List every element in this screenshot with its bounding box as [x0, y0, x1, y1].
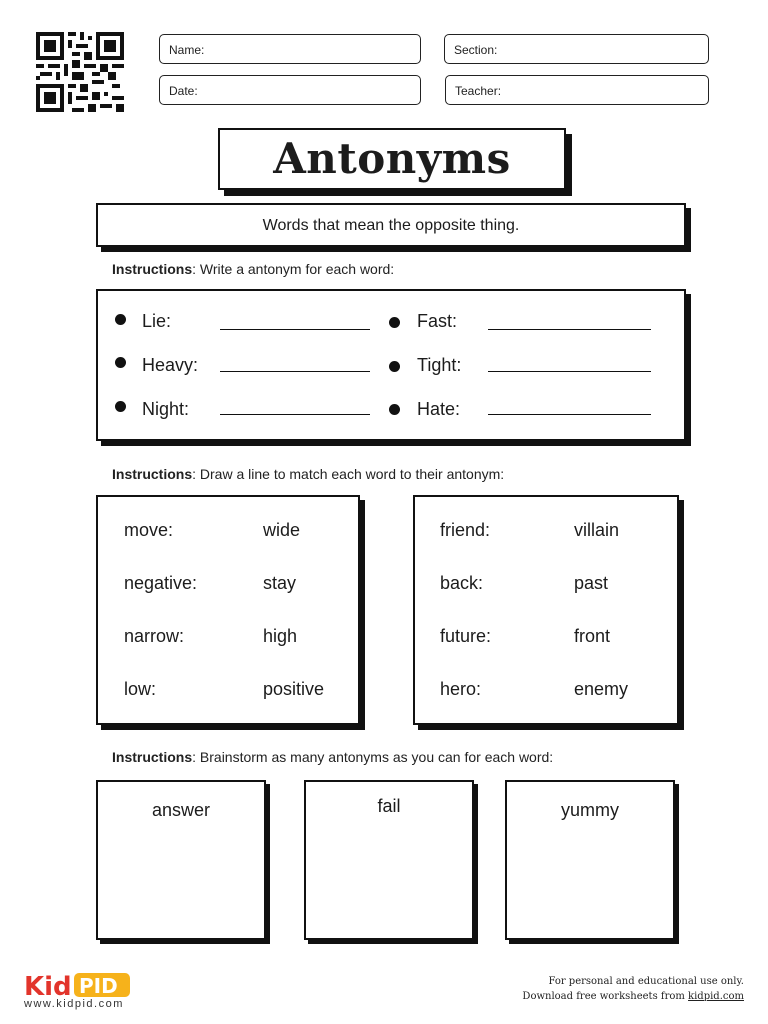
- section-label: Section:: [454, 43, 498, 57]
- match-word: low:: [124, 679, 157, 699]
- match-word: future:: [440, 626, 492, 646]
- bullet-icon: [389, 361, 400, 372]
- answer-line[interactable]: [488, 371, 651, 372]
- instruction-write: [112, 261, 394, 277]
- write-antonym-box: [96, 289, 686, 441]
- date-field[interactable]: [159, 75, 421, 105]
- answer-line[interactable]: [220, 329, 370, 330]
- footer-line-2: [522, 989, 744, 1004]
- answer-line[interactable]: [220, 414, 370, 415]
- write-word: Night:: [142, 399, 190, 419]
- bullet-icon: [115, 401, 126, 412]
- instruction-match: [112, 466, 504, 482]
- match-word: friend:: [440, 520, 491, 540]
- page-subtitle: Words that mean the opposite thing.: [262, 217, 520, 234]
- match-antonym: positive: [263, 679, 325, 699]
- write-word: Hate:: [417, 399, 461, 419]
- answer-line[interactable]: [488, 414, 651, 415]
- instruction-brainstorm: [112, 749, 553, 765]
- bullet-icon: [115, 314, 126, 325]
- match-antonym: wide: [263, 520, 301, 540]
- teacher-label: Teacher:: [455, 84, 502, 98]
- write-word: Heavy:: [142, 355, 199, 375]
- brainstorm-word: yummy: [561, 800, 619, 820]
- svg-text:PID: PID: [79, 974, 118, 998]
- match-box-right: [413, 495, 679, 725]
- brainstorm-word: answer: [151, 800, 211, 820]
- match-antonym: stay: [263, 573, 297, 593]
- footer-link[interactable]: kidpid.com: [688, 991, 744, 1002]
- teacher-field[interactable]: [445, 75, 709, 105]
- brainstorm-box[interactable]: [304, 780, 474, 940]
- write-word: Tight:: [417, 355, 462, 375]
- page-title: Antonyms: [273, 134, 511, 183]
- instruction-label: Instructions: [112, 261, 193, 277]
- match-antonym: enemy: [574, 679, 629, 699]
- answer-line[interactable]: [488, 329, 651, 330]
- answer-line[interactable]: [220, 371, 370, 372]
- brainstorm-box[interactable]: [96, 780, 266, 940]
- instruction-text: : Write a antonym for each word:: [192, 261, 395, 277]
- match-box-left: [96, 495, 360, 725]
- brainstorm-word: fail: [377, 796, 401, 816]
- qr-code-icon: [36, 32, 124, 112]
- title-box: [218, 128, 566, 190]
- instruction-text: : Draw a line to match each word to their antonym:: [192, 466, 505, 482]
- match-word: narrow:: [124, 626, 185, 646]
- write-word: Fast:: [417, 311, 458, 331]
- bullet-icon: [389, 317, 400, 328]
- write-word: Lie:: [142, 311, 172, 331]
- footer-note: [522, 974, 744, 1004]
- match-word: hero:: [440, 679, 482, 699]
- bullet-icon: [115, 357, 126, 368]
- footer-line-2-prefix: Download free worksheets from: [522, 991, 689, 1002]
- match-antonym: front: [574, 626, 611, 646]
- logo-url[interactable]: www.kidpid.com: [24, 998, 124, 1010]
- section-field[interactable]: [444, 34, 709, 64]
- instruction-label: Instructions: [112, 749, 193, 765]
- match-word: move:: [124, 520, 174, 540]
- brainstorm-box[interactable]: [505, 780, 675, 940]
- subtitle-box: [96, 203, 686, 247]
- match-antonym: past: [574, 573, 609, 593]
- kidpid-logo: [24, 970, 134, 1000]
- bullet-icon: [389, 404, 400, 415]
- match-word: back:: [440, 573, 484, 593]
- name-field[interactable]: [159, 34, 421, 64]
- date-label: Date:: [169, 84, 198, 98]
- instruction-text: : Brainstorm as many antonyms as you can for each word:: [192, 749, 554, 765]
- svg-text:Kid: Kid: [24, 972, 72, 1000]
- footer-line-1: For personal and educational use only.: [548, 976, 744, 987]
- match-antonym: villain: [574, 520, 620, 540]
- match-word: negative:: [124, 573, 198, 593]
- match-antonym: high: [263, 626, 298, 646]
- name-label: Name:: [169, 43, 205, 57]
- instruction-label: Instructions: [112, 466, 193, 482]
